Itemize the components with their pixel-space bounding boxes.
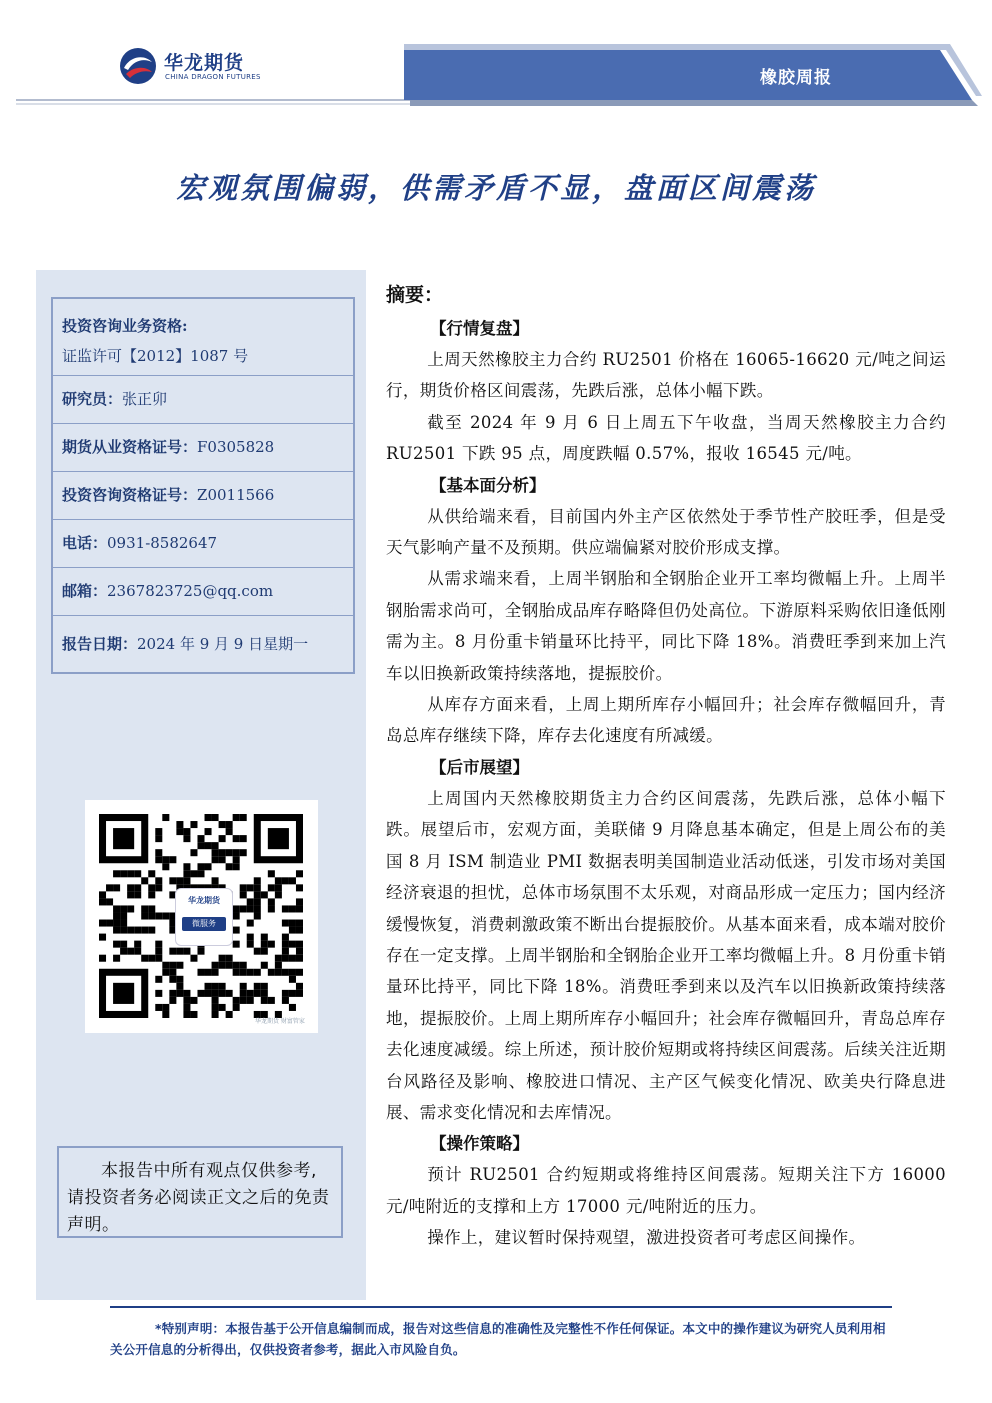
section-heading-strategy: 【操作策略】 [430,1134,529,1154]
disclaimer-notice-box [57,1146,343,1238]
researcher-row [53,376,353,424]
email-row [53,568,353,616]
report-date-label: 报告日期： [62,635,138,653]
paragraph: 截至 2024 年 9 月 6 日上周五下午收盘，当周天然橡胶主力合约 RU2501 下跌 95 点，周度跌幅 0.57%，报收 16545 元/吨。 [386,412,946,464]
paragraph: 操作上，建议暂时保持观望，激进投资者可考虑区间操作。 [427,1228,866,1248]
qr-brand-text: 华龙期货 [188,896,220,905]
researcher-value: 张正卯 [122,390,168,408]
paragraph: 上周天然橡胶主力合约 RU2501 价格在 16065-16620 元/吨之间运行，期货价格区间震荡，先跌后涨，总体小幅下跌。 [386,350,946,401]
advisory-cert-value: Z0011566 [197,486,275,504]
report-body [386,276,946,1254]
report-date-row [53,616,353,672]
report-title: 宏观氛围偏弱，供需矛盾不显，盘面区间震荡 [175,171,816,205]
paragraph: 从库存方面来看，上周上期所库存小幅回升；社会库存微幅回升，青岛总库存继续下降，库存去化速度有所减缓。 [386,695,946,746]
phone-label: 电话： [62,534,108,552]
company-logo [118,46,261,90]
dragon-logo-icon [118,46,158,86]
analyst-info-box [51,297,355,674]
paragraph: 从供给端来看，目前国内外主产区依然处于季节性产胶旺季，但是受天气影响产量不及预期。供应端偏紧对胶价形成支撑。 [386,506,946,558]
futures-cert-label: 期货从业资格证号： [62,438,198,456]
abstract-title: 摘要： [386,284,444,306]
section-heading-outlook: 【后市展望】 [430,757,529,777]
researcher-label: 研究员： [62,390,123,408]
phone-value: 0931-8582647 [107,534,218,552]
logo-text-en: CHINA DRAGON FUTURES [165,73,261,81]
qr-service-tag: 微服务 [182,917,226,931]
futures-cert-row [53,424,353,472]
email-value[interactable]: 2367823725@qq.com [107,582,274,600]
qr-center-logo [175,888,233,946]
report-type-label: 橡胶周报 [760,68,832,88]
qualification-value: 证监许可【2012】1087 号 [62,347,249,365]
section-heading-market-review: 【行情复盘】 [430,319,529,338]
advisory-cert-row [53,472,353,520]
email-label: 邮箱： [62,582,108,600]
paragraph: 预计 RU2501 合约短期或将维持区间震荡。短期关注下方 16000 元/吨附近的支撑和上方 17000 元/吨附近的压力。 [386,1165,946,1216]
section-heading-fundamentals: 【基本面分析】 [430,475,546,495]
qualification-row [53,299,353,376]
qr-caption: 华龙期货 财富管家 [255,1018,305,1025]
footer-disclaimer: *特别声明：本报告基于公开信息编制而成，报告对这些信息的准确性及完整性不作任何保证。本文中的操作建议为研究人员利用相关公开信息的分析得出，仅供投资者参考，据此入市风险自负。 [110,1321,886,1357]
paragraph: 上周国内天然橡胶期货主力合约区间震荡，先跌后涨，总体小幅下跌。展望后市，宏观方面，美联储 9 月降息基本确定，但是上周公布的美国 8 月 ISM 制造业 PMI 数据表明美国制造业活动低迷，引发市场对美国经济衰退的担忧，总体市场氛围不太乐观，对商品形成一定压力；国内经济缓慢恢复，消费刺激政策不断出台提振胶价。从基本面来看，成本端对胶价存在一定支撑。上周半钢胎和全钢胎企业开工率均微幅上升。8 月份重卡销量环比持平，同比下降 18%。消费旺季到来以及汽车以旧换新政策持续落地，提振胶价。上周上期所库存小幅回升；社会库存微幅回升，青岛总库存去化速度减缓。综上所述，预计胶价短期或将持续区间震荡。后续关注近期台风路径及影响、橡胶进口情况、主产区气候变化情况、欧美央行降息进展、需求变化情况和去库情况。 [386,788,946,1122]
report-date-value: 2024 年 9 月 9 日星期一 [137,635,309,653]
advisory-cert-label: 投资咨询资格证号： [62,486,198,504]
wechat-qr-card [85,800,318,1033]
footer-divider [110,1306,892,1308]
futures-cert-value: F0305828 [197,438,275,456]
qualification-label: 投资咨询业务资格: [62,317,188,335]
disclaimer-notice-text: 本报告中所有观点仅供参考,请投资者务必阅读正文之后的免责声明。 [67,1161,330,1235]
phone-row [53,520,353,568]
paragraph: 从需求端来看，上周半钢胎和全钢胎企业开工率均微幅上升。上周半钢胎需求尚可，全钢胎成品库存略降但仍处高位。下游原料采购依旧逢低刚需为主。8 月份重卡销量环比持平，同比下降 18%。消费旺季到来加上汽车以旧换新政策持续落地，提振胶价。 [386,569,946,683]
logo-text-cn: 华龙期货 [164,52,245,74]
